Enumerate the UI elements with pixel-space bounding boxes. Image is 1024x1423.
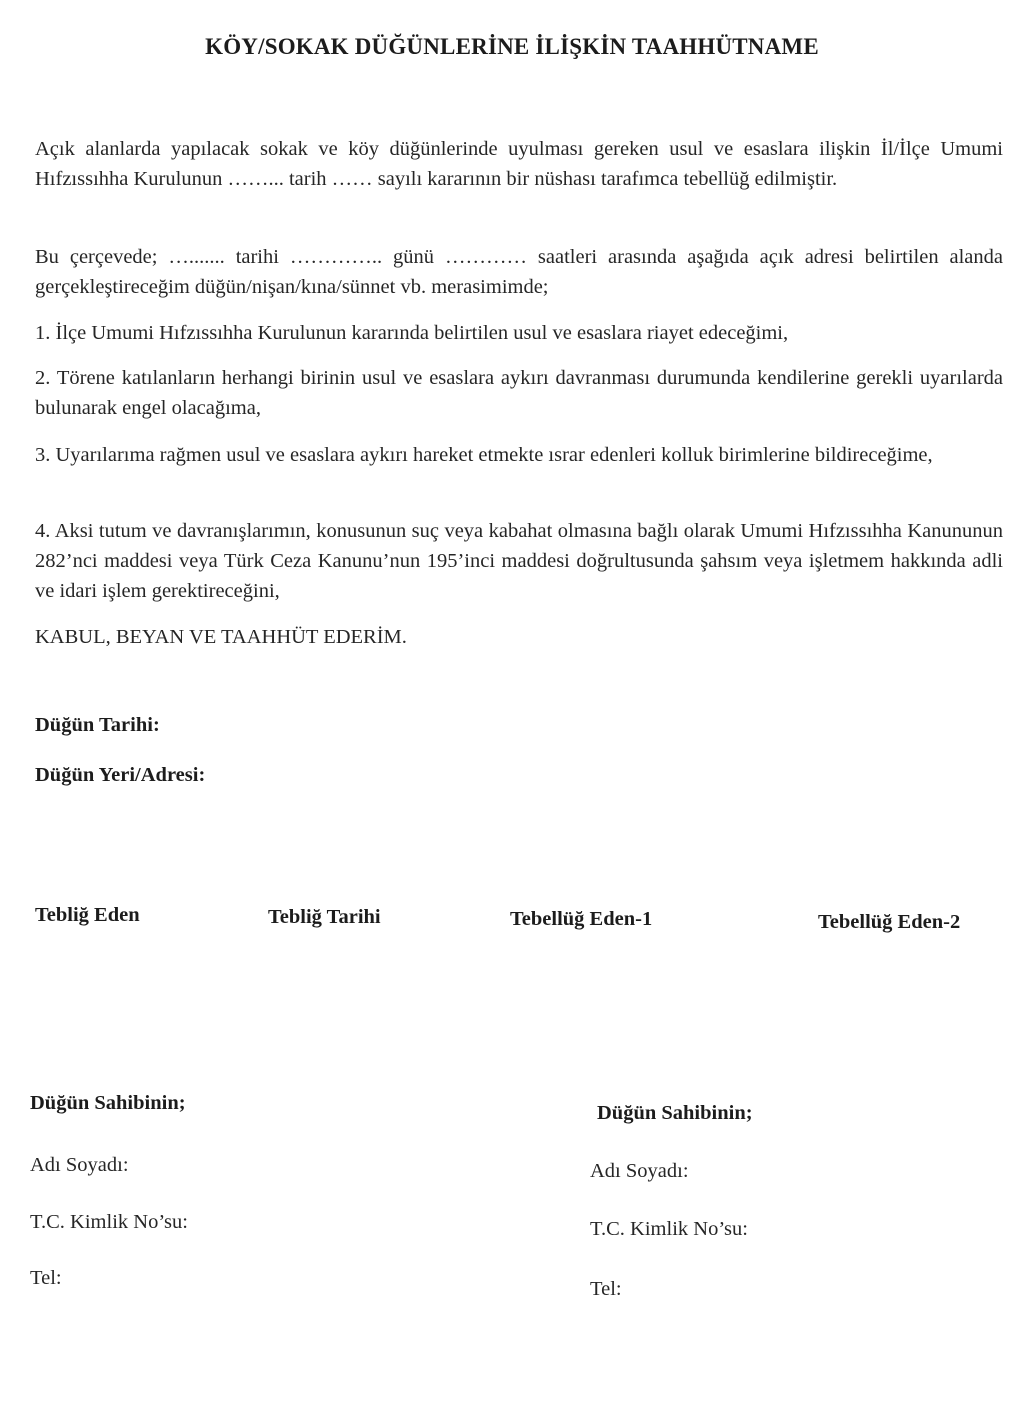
owner-left-heading: Düğün Sahibinin; [30, 1092, 186, 1114]
signature-recipient-2-label: Tebellüğ Eden-2 [818, 911, 961, 933]
owner-right-heading: Düğün Sahibinin; [597, 1102, 753, 1124]
owner-left-tel-label: Tel: [30, 1267, 62, 1289]
document-title: KÖY/SOKAK DÜĞÜNLERİNE İLİŞKİN TAAHHÜTNAME [205, 34, 819, 59]
paragraph-item-2: 2. Törene katılanların herhangi birinin usul ve esaslara aykırı davranması durumunda kendilerine gerekli uyarılarda bulunarak engel olacağıma, [35, 367, 1003, 419]
signature-notifier-label: Tebliğ Eden [35, 904, 140, 926]
paragraph-context: Bu çerçevede; …....... tarihi ………….. günü ………… saatleri arasında aşağıda açık adresi belirtilen alanda gerçekleştireceğim düğün/nişan/kına/sünnet vb. merasimimde; [35, 246, 1003, 298]
paragraph-intro: Açık alanlarda yapılacak sokak ve köy düğünlerinde uyulması gereken usul ve esaslara ilişkin İl/İlçe Umumi Hıfzıssıhha Kurulunun ……... tarih …… sayılı kararının bir nüshası tarafımca tebellüğ edilmiştir. [35, 138, 1003, 190]
paragraph-item-3: 3. Uyarılarıma rağmen usul ve esaslara aykırı hareket etmekte ısrar edenleri kolluk birimlerine bildireceğime, [35, 444, 933, 466]
owner-right-tel-label: Tel: [590, 1278, 622, 1300]
owner-left-name-label: Adı Soyadı: [30, 1154, 129, 1176]
paragraph-item-4: 4. Aksi tutum ve davranışlarımın, konusunun suç veya kabahat olmasına bağlı olarak Umumi Hıfzıssıhha Kanununun 282’nci maddesi veya Türk Ceza Kanunu’nun 195’inci maddesi doğrultusunda şahsım veya işletmem hakkında adli ve idari işlem gerektireceğini, [35, 520, 1003, 602]
owner-right-name-label: Adı Soyadı: [590, 1160, 689, 1182]
wedding-date-label: Düğün Tarihi: [35, 714, 160, 736]
owner-left-id-label: T.C. Kimlik No’su: [30, 1211, 188, 1233]
paragraph-declaration: KABUL, BEYAN VE TAAHHÜT EDERİM. [35, 626, 407, 648]
owner-right-id-label: T.C. Kimlik No’su: [590, 1218, 748, 1240]
wedding-place-label: Düğün Yeri/Adresi: [35, 764, 206, 786]
signature-recipient-1-label: Tebellüğ Eden-1 [510, 908, 653, 930]
signature-notify-date-label: Tebliğ Tarihi [268, 906, 381, 928]
paragraph-item-1: 1. İlçe Umumi Hıfzıssıhha Kurulunun kararında belirtilen usul ve esaslara riayet edeceğimi, [35, 322, 789, 344]
